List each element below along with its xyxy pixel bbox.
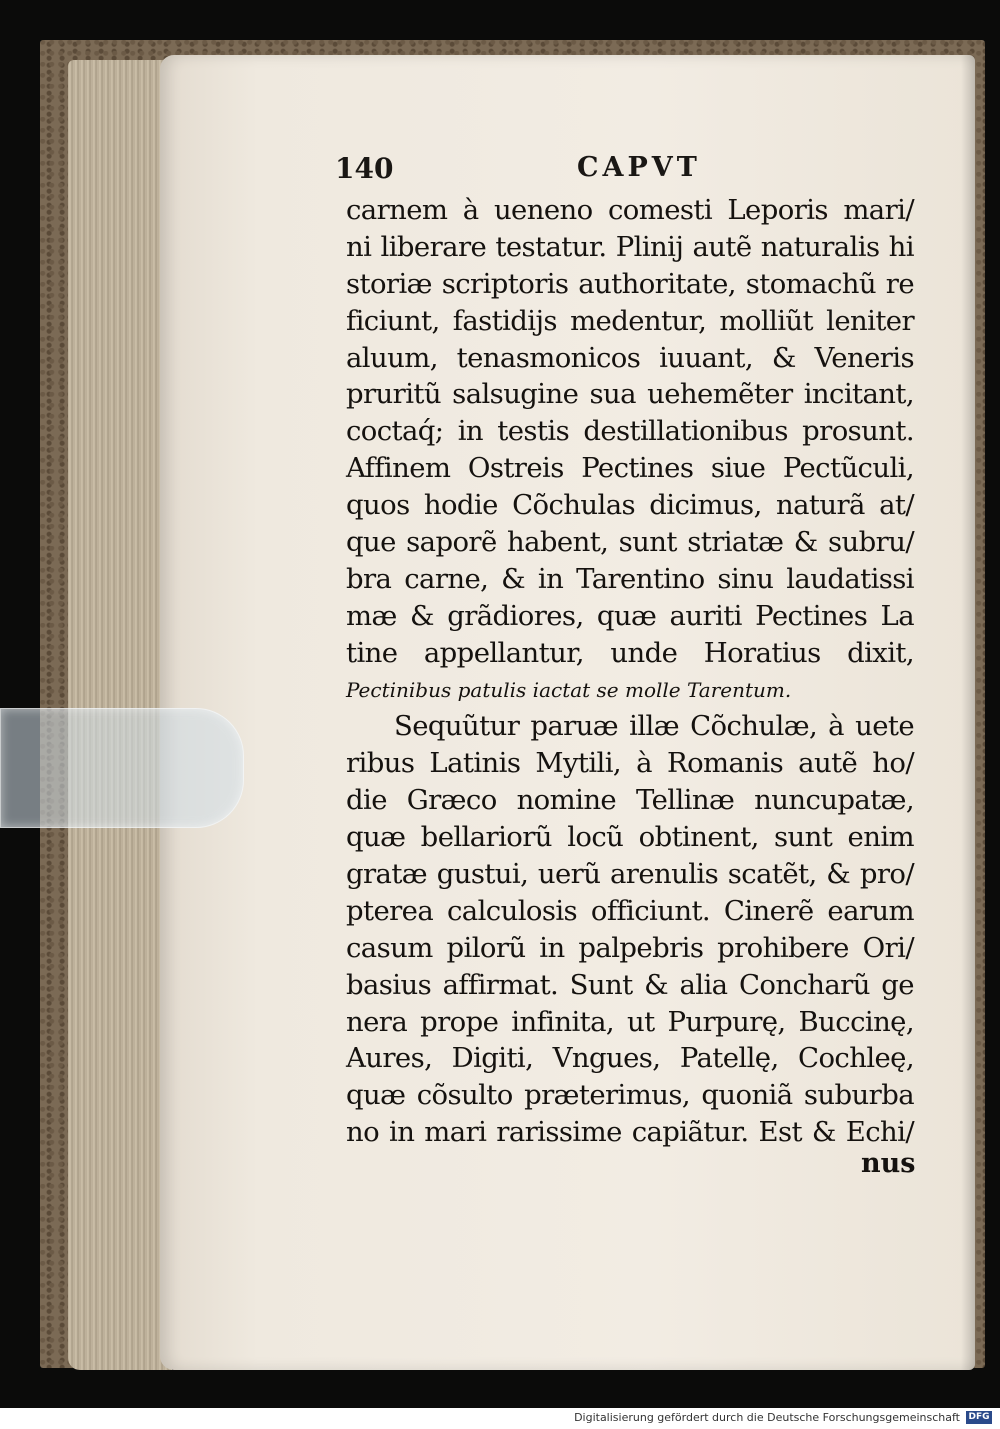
text-line: storiæ scriptoris authoritate, stomachũ re — [346, 267, 914, 300]
text-line: nera prope infinita, ut Purpurę, Buccinę, — [346, 1005, 914, 1038]
text-line: pruritũ salsugine sua uehemẽter incitant, — [346, 378, 914, 411]
text-line: no in mari rarissime capiãtur. Est & Echi/ — [346, 1116, 914, 1149]
dfg-logo: DFG — [966, 1411, 992, 1424]
text-line: que saporẽ habent, sunt striatæ & subru/ — [346, 526, 914, 559]
text-line: quæ bellariorũ locũ obtinent, sunt enim — [346, 821, 914, 854]
funding-credit: Digitalisierung gefördert durch die Deutsche Forschungsgemeinschaft — [574, 1411, 960, 1424]
paragraph-start-line: Sequũtur paruæ illæ Cõchulæ, à uete — [394, 710, 914, 743]
text-line: carnem à ueneno comesti Leporis mari/ — [346, 194, 914, 226]
page-gutter — [961, 55, 975, 1370]
text-line: ni liberare testatur. Plinij autẽ naturalis hi — [346, 230, 914, 263]
text-line: tine appellantur, unde Horatius dixit, — [346, 636, 914, 669]
text-line: ficiunt, fastidijs medentur, molliũt leniter — [346, 304, 914, 337]
text-line: gratæ gustui, uerũ arenulis scatẽt, & pro/ — [346, 858, 914, 891]
catchword: nus — [861, 1148, 916, 1179]
text-line: quæ cõsulto præterimus, quoniã suburba — [346, 1079, 914, 1112]
running-title: CAPVT — [577, 152, 701, 183]
text-line: Affinem Ostreis Pectines siue Pectũculi, — [346, 452, 914, 485]
text-line: coctaq́; in testis destillationibus prosunt. — [346, 415, 914, 448]
plastic-bookmark — [0, 708, 244, 828]
body-text — [346, 192, 914, 1151]
text-line: basius affirmat. Sunt & alia Concharũ ge — [346, 968, 914, 1001]
text-line: pterea calculosis officiunt. Cinerẽ earum — [346, 894, 914, 927]
text-line: casum pilorũ in palpebris prohibere Ori/ — [346, 931, 914, 964]
text-line: die Græco nomine Tellinæ nuncupatæ, — [346, 784, 914, 817]
page-header — [335, 150, 915, 190]
page-number: 140 — [335, 152, 394, 185]
text-line: aluum, tenasmonicos iuuant, & Veneris — [346, 341, 914, 374]
text-line: mæ & grãdiores, quæ auriti Pectines La — [346, 599, 914, 632]
text-line: bra carne, & in Tarentino sinu laudatissi — [346, 562, 914, 595]
verse-quotation: Pectinibus patulis iactat se molle Tarentum. — [346, 677, 792, 702]
text-line: Aures, Digiti, Vngues, Patellę, Cochleę, — [346, 1042, 914, 1075]
text-line: ribus Latinis Mytili, à Romanis autẽ ho/ — [346, 747, 914, 780]
footer-bar — [0, 1408, 1000, 1429]
text-line: quos hodie Cõchulas dicimus, naturã at/ — [346, 489, 914, 522]
